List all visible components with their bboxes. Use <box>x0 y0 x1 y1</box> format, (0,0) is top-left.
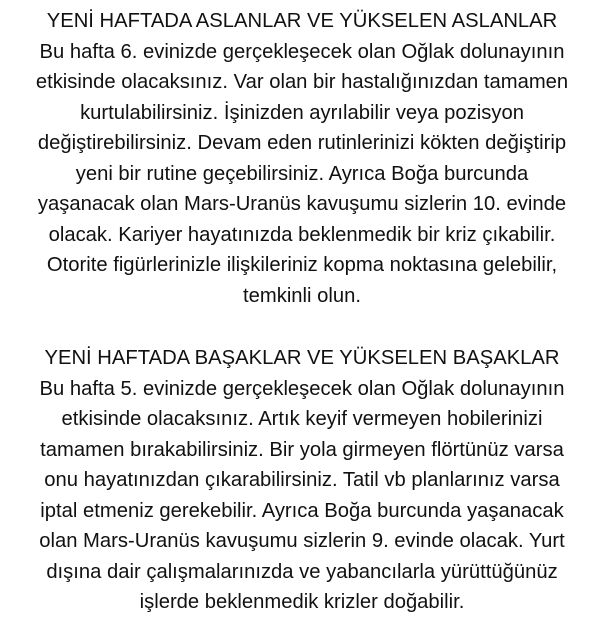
body-line: Bu hafta 5. evinizde gerçekleşecek olan Oğlak dolunayının <box>39 377 565 400</box>
body-line: olacak. Kariyer hayatınızda beklenmedik bir kriz çıkabilir. <box>48 223 556 246</box>
section-heading: YENİ HAFTADA ASLANLAR VE YÜKSELEN ASLANLAR <box>46 10 558 32</box>
body-line: iptal etmeniz gerekebilir. Ayrıca Boğa burcunda yaşanacak <box>40 499 564 522</box>
body-line: yeni bir rutine geçebilirsiniz. Ayrıca Boğa burcunda <box>75 162 529 185</box>
body-line: değiştirebilirsiniz. Devam eden rutinlerinizi kökten değiştirip <box>37 132 567 154</box>
body-line: yaşanacak olan Mars-Uranüs kavuşumu sizlerin 10. evinde <box>37 193 567 215</box>
body-line: olan Mars-Uranüs kavuşumu sizlerin 9. evinde olacak. Yurt <box>39 530 565 552</box>
body-line: dışına dair çalışmalarınızda ve yabancılarla yürüttüğünüz <box>46 560 558 583</box>
section-basaklar <box>0 343 604 618</box>
body-line: etkisinde olacaksınız. Artık keyif vermeyen hobilerinizi <box>61 408 543 430</box>
body-line: tamamen bırakabilirsiniz. Bir yola girmeyen flörtünüz varsa <box>40 438 564 461</box>
body-line: kurtulabilirsiniz. İşinizden ayrılabilir veya pozisyon <box>80 101 524 124</box>
section-heading: YENİ HAFTADA BAŞAKLAR VE YÜKSELEN BAŞAKLAR <box>44 347 560 369</box>
body-line: Otorite figürlerinizle ilişkileriniz kopma noktasına gelebilir, <box>46 254 558 276</box>
section-aslanlar <box>0 6 604 311</box>
body-line: temkinli olun. <box>243 284 361 307</box>
body-line: onu hayatınızdan çıkarabilirsiniz. Tatil vb planlarınız varsa <box>44 469 560 491</box>
body-line: işlerde beklenmedik krizler doğabilir. <box>139 591 465 613</box>
body-line: etkisinde olacaksınız. Var olan bir hastalığınızdan tamamen <box>35 71 569 93</box>
body-line: Bu hafta 6. evinizde gerçekleşecek olan Oğlak dolunayının <box>39 40 565 63</box>
